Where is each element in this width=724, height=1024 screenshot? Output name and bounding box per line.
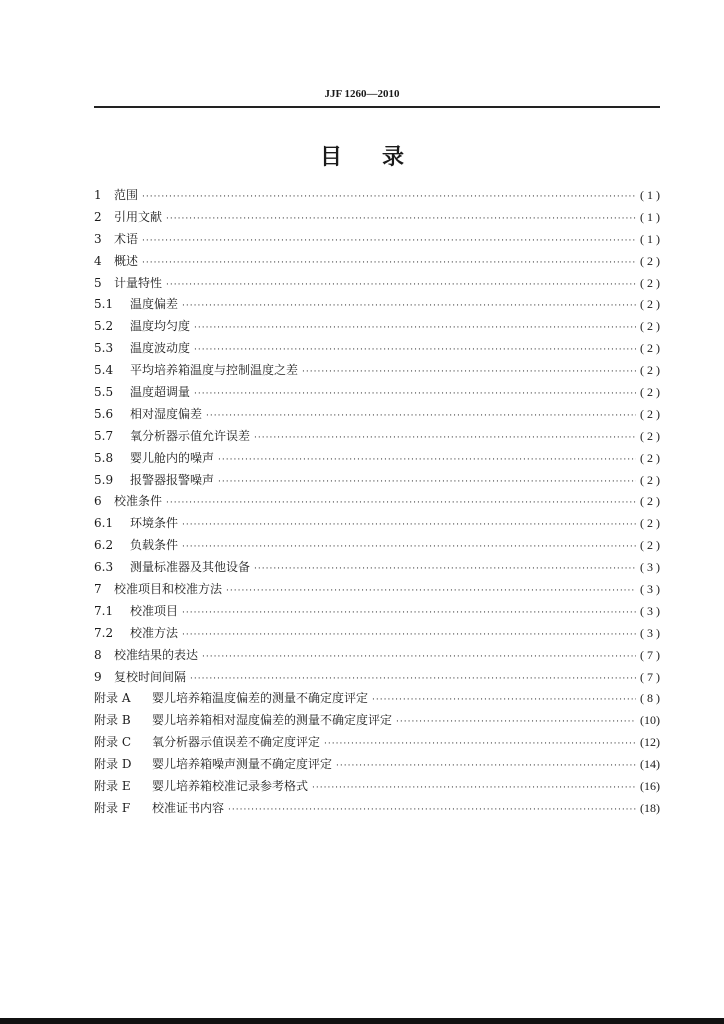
toc-entry-page: ( 2 )	[640, 494, 660, 509]
toc-entry-label: 校准方法	[130, 625, 179, 640]
toc-entry[interactable]	[94, 557, 660, 579]
toc-leader-dots	[312, 778, 636, 800]
toc-entry[interactable]	[94, 667, 660, 689]
toc-entry-page: ( 2 )	[640, 406, 660, 421]
toc-leader-dots	[336, 756, 636, 778]
toc-entry-page: ( 8 )	[640, 691, 660, 706]
toc-entry[interactable]	[94, 207, 660, 229]
toc-entry[interactable]	[94, 426, 660, 448]
toc-leader-dots	[142, 187, 636, 209]
toc-entry-page: ( 3 )	[640, 582, 660, 597]
toc-entry-number: 6.1	[94, 516, 114, 531]
toc-entry-label: 负载条件	[130, 538, 179, 553]
toc-entry-page: ( 2 )	[640, 253, 660, 268]
toc-entry[interactable]	[94, 688, 660, 710]
toc-entry-number: 4	[94, 253, 102, 268]
toc-entry[interactable]	[94, 382, 660, 404]
toc-entry-label: 婴儿培养箱校准记录参考格式	[152, 779, 309, 794]
toc-entry[interactable]	[94, 360, 660, 382]
toc-entry-label: 氧分析器示值误差不确定度评定	[152, 735, 321, 750]
scan-bottom-edge	[0, 1018, 724, 1024]
toc-leader-dots	[254, 559, 636, 581]
toc-leader-dots	[142, 253, 636, 275]
toc-entry[interactable]	[94, 601, 660, 623]
toc-entry-number: 8	[94, 647, 102, 662]
toc-entry-page: (10)	[640, 713, 660, 728]
toc-entry-label: 引用文献	[114, 209, 163, 224]
toc-leader-dots	[302, 362, 636, 384]
toc-entry[interactable]	[94, 251, 660, 273]
toc-entry-label: 校准项目和校准方法	[114, 582, 223, 597]
toc-leader-dots	[194, 340, 636, 362]
toc-entry-label: 婴儿培养箱噪声测量不确定度评定	[152, 757, 333, 772]
toc-entry-page: ( 2 )	[640, 363, 660, 378]
toc-entry-number: 7	[94, 582, 102, 597]
toc-leader-dots	[218, 472, 636, 494]
toc-leader-dots	[228, 800, 636, 822]
toc-entry-page: ( 2 )	[640, 341, 660, 356]
toc-entry-number: 5.1	[94, 297, 114, 312]
toc-entry-number: 5.3	[94, 341, 114, 356]
toc-entry-label: 校准结果的表达	[114, 647, 199, 662]
toc-leader-dots	[190, 669, 636, 691]
toc-entry[interactable]	[94, 404, 660, 426]
toc-entry-label: 计量特性	[114, 275, 163, 290]
toc-entry-label: 相对湿度偏差	[130, 406, 203, 421]
toc-entry-number: 附录 E	[94, 779, 131, 794]
toc-entry-number: 5.2	[94, 319, 114, 334]
toc-entry-number: 9	[94, 669, 102, 684]
toc-entry-number: 1	[94, 188, 102, 202]
toc-entry-label: 校准证书内容	[152, 800, 225, 815]
toc-entry-number: 5.4	[94, 363, 114, 378]
toc-entry-number: 7.1	[94, 603, 114, 618]
toc-entry-label: 测量标准器及其他设备	[130, 560, 251, 575]
toc-entry-number: 5.6	[94, 406, 114, 421]
toc-entry[interactable]	[94, 776, 660, 798]
toc-leader-dots	[166, 493, 636, 515]
toc-entry-label: 温度偏差	[130, 297, 179, 312]
toc-entry[interactable]	[94, 710, 660, 732]
page-title: 目录	[319, 144, 444, 170]
toc-leader-dots	[324, 734, 636, 756]
header-rule	[94, 106, 660, 108]
toc-entry-number: 5.8	[94, 450, 114, 465]
toc-entry-label: 温度均匀度	[130, 319, 191, 334]
toc-entry-label: 术语	[114, 231, 139, 246]
toc-leader-dots	[202, 647, 636, 669]
toc-entry-number: 5.5	[94, 385, 114, 400]
toc-entry-number: 6.3	[94, 560, 114, 575]
toc-entry[interactable]	[94, 732, 660, 754]
toc-entry-number: 5	[94, 275, 102, 290]
toc-entry-label: 婴儿舱内的噪声	[130, 450, 215, 465]
toc-entry-page: (18)	[640, 800, 660, 815]
toc-entry-number: 2	[94, 209, 102, 224]
toc-entry-page: ( 3 )	[640, 560, 660, 575]
toc-entry-label: 范围	[114, 188, 139, 202]
toc-leader-dots	[254, 428, 636, 450]
toc-leader-dots	[182, 537, 636, 559]
toc-leader-dots	[194, 384, 636, 406]
toc-entry-number: 附录 C	[94, 735, 131, 750]
toc-entry[interactable]	[94, 338, 660, 360]
toc-entry-page: ( 7 )	[640, 669, 660, 684]
toc-entry-number: 6.2	[94, 538, 114, 553]
toc-entry-label: 氧分析器示值允许误差	[130, 428, 251, 443]
toc-leader-dots	[194, 318, 636, 340]
toc-entry-label: 平均培养箱温度与控制温度之差	[130, 363, 299, 378]
toc-leader-dots	[226, 581, 636, 603]
toc-entry-page: ( 2 )	[640, 450, 660, 465]
toc-entry-number: 3	[94, 231, 102, 246]
toc-entry-label: 婴儿培养箱温度偏差的测量不确定度评定	[152, 691, 369, 706]
toc-entry-page: ( 3 )	[640, 603, 660, 618]
toc-entry[interactable]	[94, 470, 660, 492]
toc-entry-page: ( 3 )	[640, 625, 660, 640]
toc-entry[interactable]	[94, 491, 660, 513]
toc-entry-page: ( 2 )	[640, 428, 660, 443]
toc-entry-page: ( 2 )	[640, 297, 660, 312]
toc-entry-page: ( 2 )	[640, 538, 660, 553]
toc-entry[interactable]	[94, 448, 660, 470]
toc-entry-label: 概述	[114, 253, 139, 268]
toc-entry[interactable]	[94, 645, 660, 667]
toc-entry-page: ( 2 )	[640, 385, 660, 400]
toc-entry-label: 复校时间间隔	[114, 669, 187, 684]
toc-entry-page: (14)	[640, 757, 660, 772]
toc-entry-label: 婴儿培养箱相对湿度偏差的测量不确定度评定	[152, 713, 393, 728]
toc-entry-page: ( 1 )	[640, 209, 660, 224]
toc-entry-page: (16)	[640, 779, 660, 794]
toc-entry-label: 环境条件	[130, 516, 179, 531]
toc-entry[interactable]	[94, 185, 660, 207]
toc-leader-dots	[166, 209, 636, 231]
toc-entry-page: ( 2 )	[640, 275, 660, 290]
toc-entry-label: 温度波动度	[130, 341, 191, 356]
toc-entry[interactable]	[94, 316, 660, 338]
toc-entry-page: ( 1 )	[640, 231, 660, 246]
toc-leader-dots	[182, 515, 636, 537]
toc-entry-number: 附录 D	[94, 757, 132, 772]
toc-entry-number: 附录 A	[94, 691, 131, 706]
toc-leader-dots	[206, 406, 636, 428]
toc-leader-dots	[182, 625, 636, 647]
toc-entry-number: 5.7	[94, 428, 114, 443]
toc-entry[interactable]	[94, 754, 660, 776]
toc-entry-page: ( 2 )	[640, 516, 660, 531]
toc-leader-dots	[218, 450, 636, 472]
toc-leader-dots	[396, 712, 636, 734]
toc-entry-page: ( 7 )	[640, 647, 660, 662]
table-of-contents	[94, 185, 660, 820]
toc-entry-number: 7.2	[94, 625, 114, 640]
toc-entry-number: 6	[94, 494, 102, 509]
document-code: JJF 1260—2010	[324, 88, 400, 100]
toc-entry[interactable]	[94, 273, 660, 295]
toc-entry[interactable]	[94, 229, 660, 251]
toc-entry-label: 校准条件	[114, 494, 163, 509]
toc-entry[interactable]	[94, 535, 660, 557]
toc-entry-number: 附录 F	[94, 800, 131, 815]
toc-entry-page: ( 2 )	[640, 319, 660, 334]
toc-entry-page: (12)	[640, 735, 660, 750]
toc-leader-dots	[142, 231, 636, 253]
toc-entry-number: 附录 B	[94, 713, 131, 728]
toc-entry[interactable]	[94, 798, 660, 820]
toc-entry-label: 温度超调量	[130, 385, 191, 400]
toc-entry-number: 5.9	[94, 472, 114, 487]
toc-entry[interactable]	[94, 294, 660, 316]
toc-leader-dots	[182, 296, 636, 318]
toc-leader-dots	[182, 603, 636, 625]
toc-entry[interactable]	[94, 513, 660, 535]
toc-entry-label: 校准项目	[130, 603, 179, 618]
toc-entry-label: 报警器报警噪声	[130, 472, 215, 487]
toc-entry-page: ( 1 )	[640, 188, 660, 202]
toc-leader-dots	[166, 275, 636, 297]
toc-entry[interactable]	[94, 623, 660, 645]
toc-leader-dots	[372, 690, 636, 712]
toc-entry[interactable]	[94, 579, 660, 601]
toc-entry-page: ( 2 )	[640, 472, 660, 487]
